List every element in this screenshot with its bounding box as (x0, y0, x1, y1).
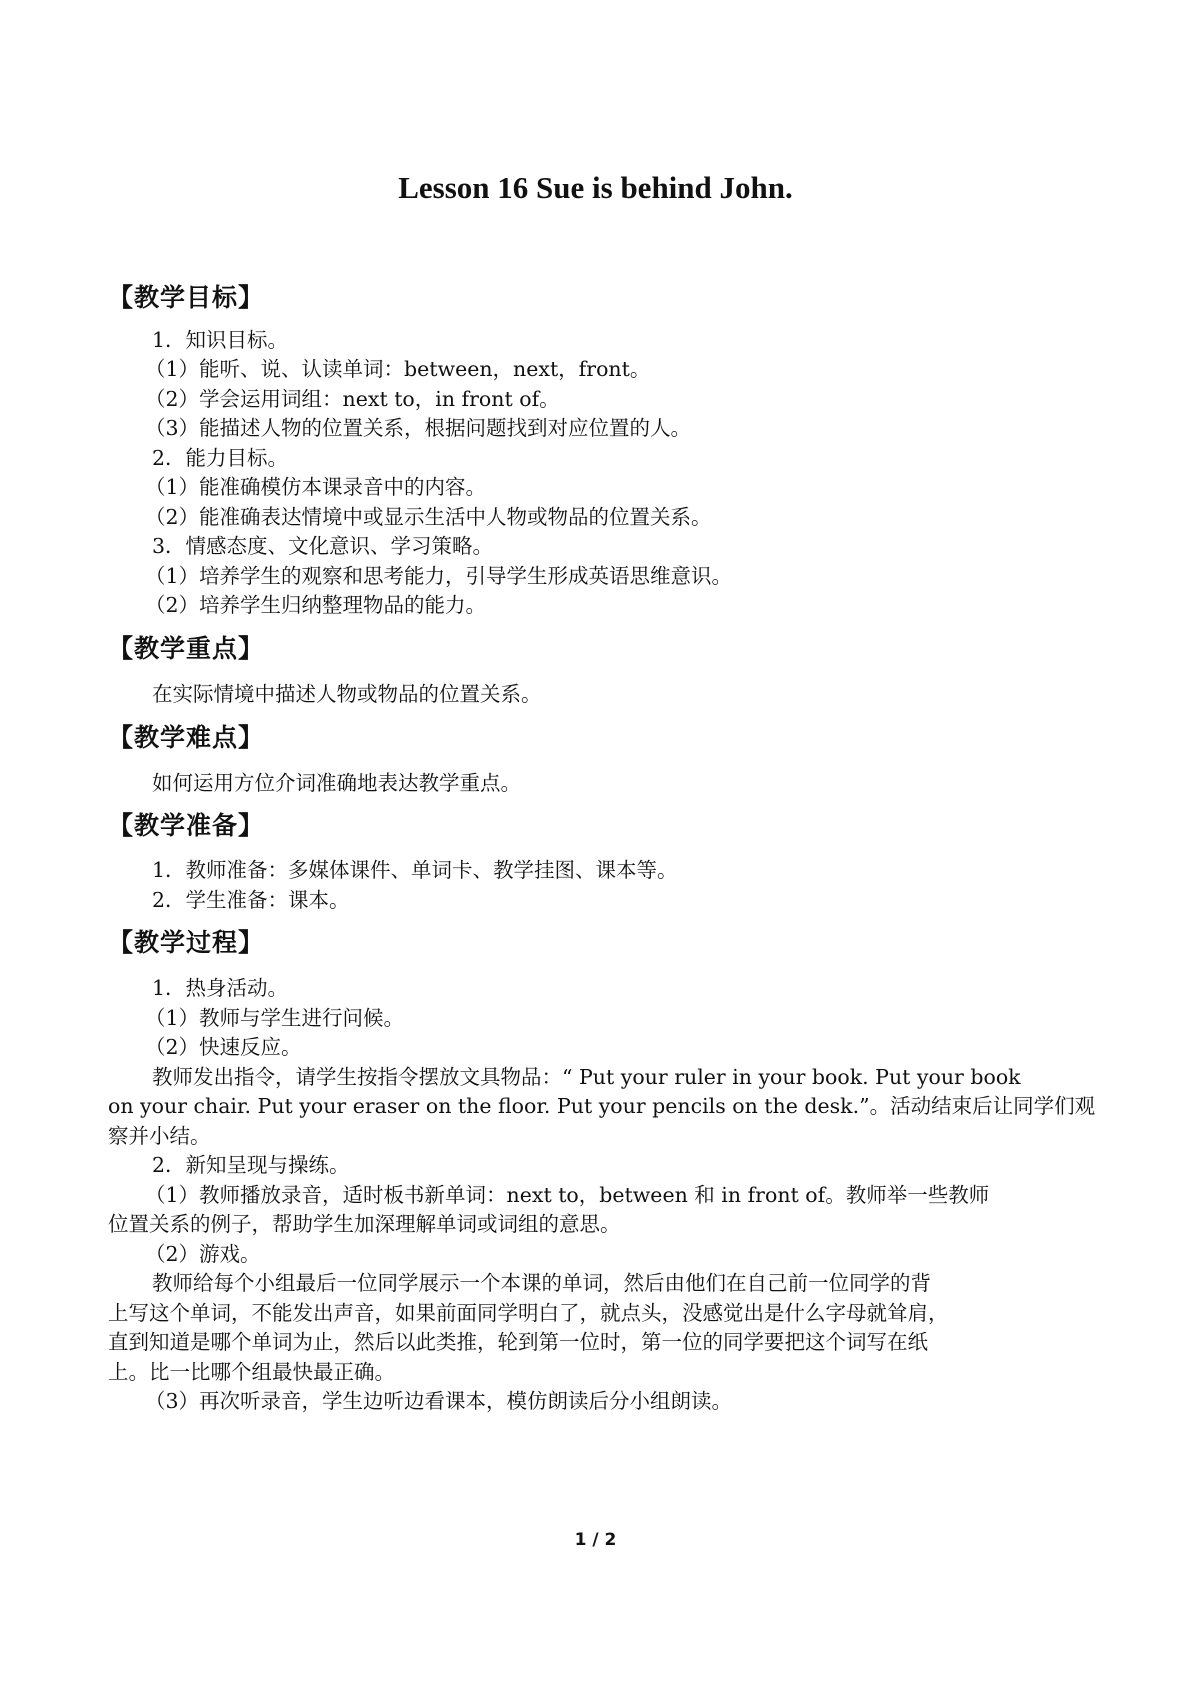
process-line: （3）再次听录音，学生边听边看课本，模仿朗读后分小组朗读。 (145, 1389, 733, 1413)
process-line: 教师给每个小组最后一位同学展示一个本课的单词，然后由他们在自己前一位同学的背 (152, 1271, 931, 1295)
difficulties-heading: 【教学难点】 (108, 723, 265, 752)
objective-line: 3．情感态度、文化意识、学习策略。 (152, 534, 494, 558)
objective-line: （2）学会运用词组：next to，in front of。 (145, 387, 560, 411)
page-number: 1 / 2 (574, 1530, 617, 1550)
key-points-line: 在实际情境中描述人物或物品的位置关系。 (152, 682, 542, 706)
objective-line: 2．能力目标。 (152, 446, 289, 470)
objective-line: （1）能准确模仿本课录音中的内容。 (145, 475, 487, 499)
process-line: 上。比一比哪个组最快最正确。 (108, 1360, 395, 1384)
objective-line: 1．知识目标。 (152, 328, 289, 352)
process-line: （1）教师与学生进行问候。 (145, 1006, 405, 1030)
process-line: （2）快速反应。 (145, 1035, 302, 1059)
objective-line: （2）能准确表达情境中或显示生活中人物或物品的位置关系。 (145, 505, 712, 529)
process-line: 1．热身活动。 (152, 976, 289, 1000)
key-points-heading: 【教学重点】 (108, 634, 265, 663)
process-line: 教师发出指令，请学生按指令摆放文具物品：“ Put your ruler in your book. Put your book (152, 1065, 1021, 1089)
difficulties-line: 如何运用方位介词准确地表达教学重点。 (152, 771, 521, 795)
process-line: 察并小结。 (108, 1124, 211, 1148)
preparation-heading: 【教学准备】 (108, 811, 265, 840)
process-line: 2．新知呈现与操练。 (152, 1153, 350, 1177)
process-line: 直到知道是哪个单词为止，然后以此类推，轮到第一位时，第一位的同学要把这个词写在纸 (108, 1330, 928, 1354)
process-line: （1）教师播放录音，适时板书新单词：next to，between 和 in front of。教师举一些教师 (145, 1183, 990, 1207)
objective-line: （2）培养学生归纳整理物品的能力。 (145, 593, 487, 617)
objectives-heading: 【教学目标】 (108, 283, 265, 312)
preparation-line: 1．教师准备：多媒体课件、单词卡、教学挂图、课本等。 (152, 858, 678, 882)
lesson-title: Lesson 16 Sue is behind John. (398, 170, 793, 205)
process-heading: 【教学过程】 (108, 928, 265, 957)
preparation-line: 2．学生准备：课本。 (152, 888, 350, 912)
objective-line: （1）培养学生的观察和思考能力，引导学生形成英语思维意识。 (145, 564, 733, 588)
objective-line: （1）能听、说、认读单词：between，next，front。 (145, 357, 651, 381)
process-line: on your chair. Put your eraser on the floor. Put your pencils on the desk.”。活动结束后让同学们观 (108, 1094, 1096, 1118)
objective-line: （3）能描述人物的位置关系，根据问题找到对应位置的人。 (145, 416, 692, 440)
process-line: 上写这个单词，不能发出声音，如果前面同学明白了，就点头，没感觉出是什么字母就耸肩， (108, 1301, 949, 1325)
process-line: （2）游戏。 (145, 1242, 261, 1266)
process-line: 位置关系的例子，帮助学生加深理解单词或词组的意思。 (108, 1212, 621, 1236)
